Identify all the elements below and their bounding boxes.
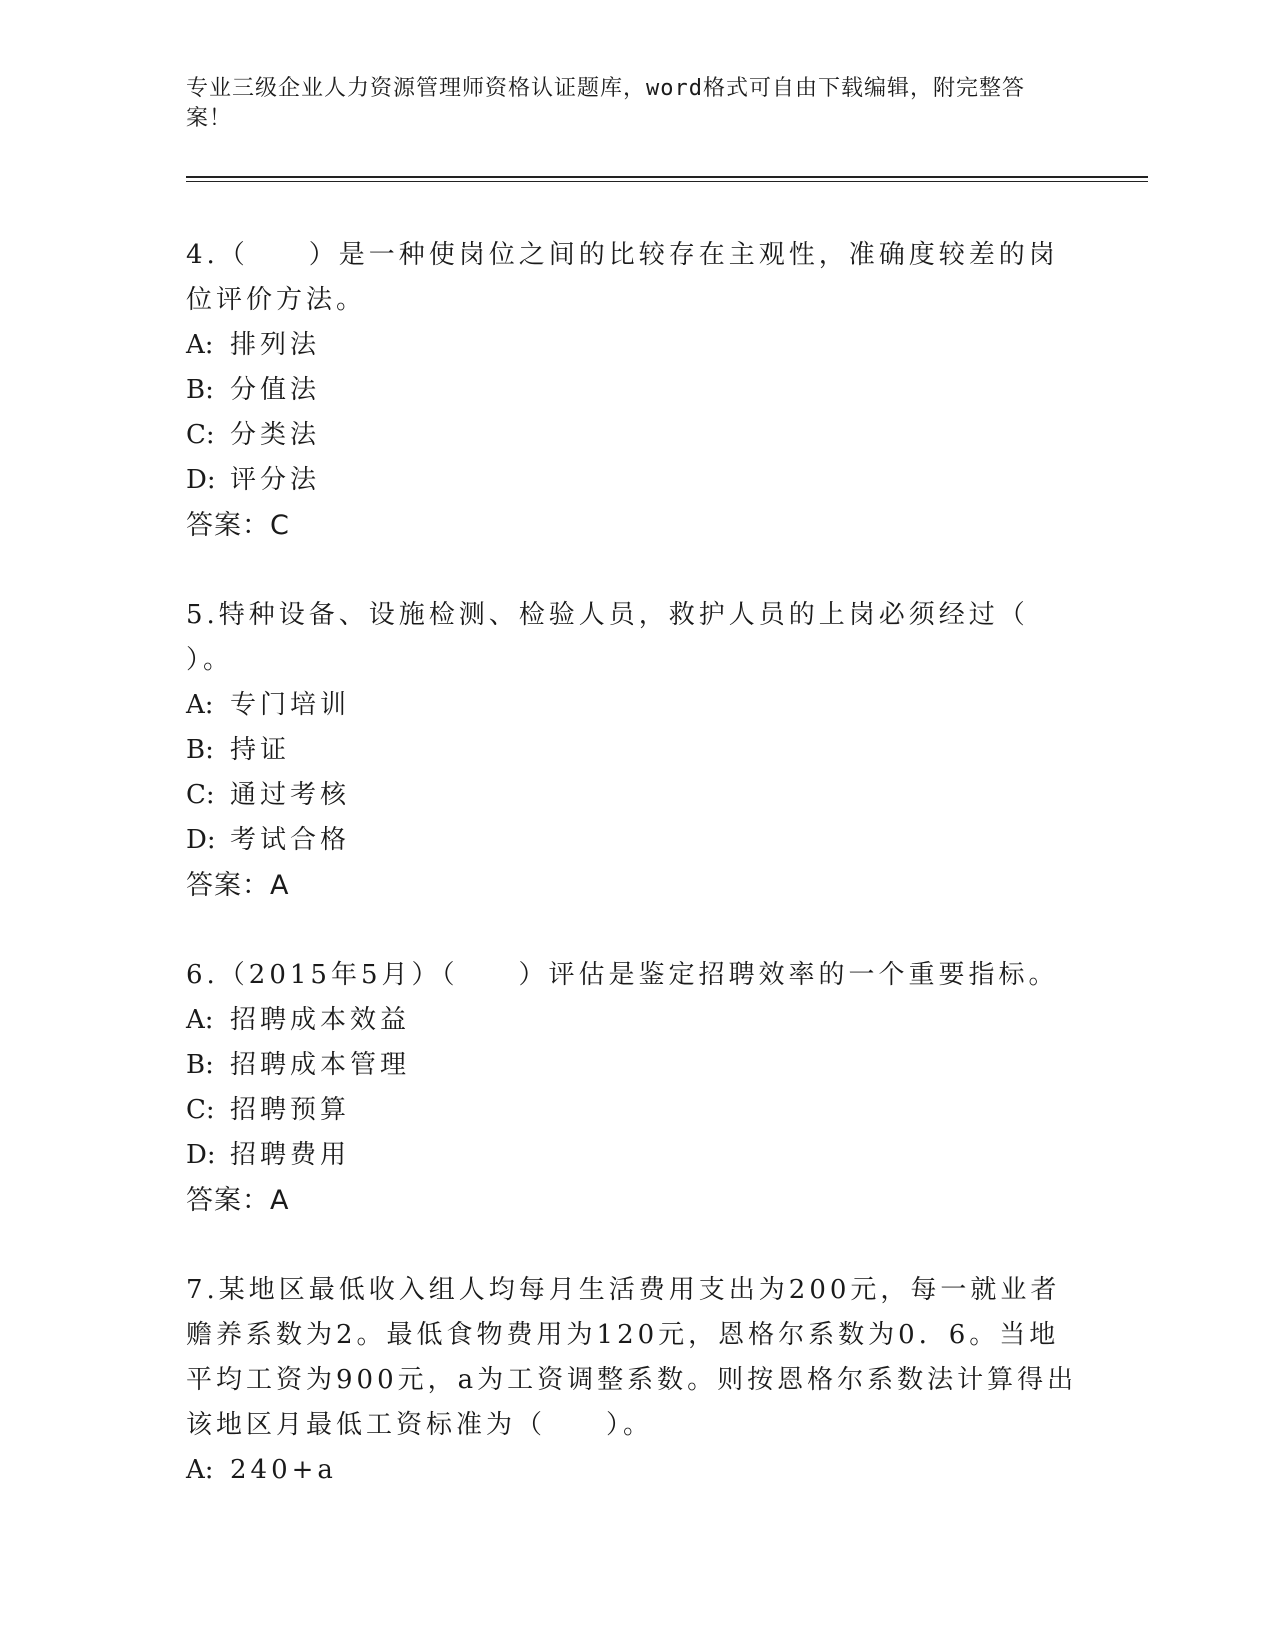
option-key: C: bbox=[186, 420, 215, 450]
option-text: 专门培训 bbox=[230, 690, 351, 720]
option-text: 招聘费用 bbox=[230, 1140, 351, 1170]
header-divider-bottom bbox=[186, 181, 1148, 182]
option-a bbox=[186, 323, 1086, 368]
option-c bbox=[186, 1088, 1086, 1133]
option-key: B: bbox=[186, 1050, 214, 1080]
option-key: D: bbox=[186, 1140, 216, 1170]
option-b bbox=[186, 728, 1086, 773]
option-text: 招聘成本效益 bbox=[230, 1005, 411, 1035]
option-text: 评分法 bbox=[230, 465, 321, 495]
answer-line: 答案：A bbox=[186, 1185, 290, 1216]
option-key: A: bbox=[186, 1005, 214, 1035]
option-key: A: bbox=[186, 330, 214, 360]
option-d bbox=[186, 1133, 1086, 1178]
option-key: D: bbox=[186, 825, 216, 855]
question-6 bbox=[186, 953, 1086, 1224]
question-4 bbox=[186, 233, 1086, 549]
option-a bbox=[186, 683, 1086, 728]
option-text: 通过考核 bbox=[230, 780, 351, 810]
option-text: 招聘预算 bbox=[230, 1095, 351, 1125]
question-7 bbox=[186, 1268, 1086, 1493]
option-d bbox=[186, 818, 1086, 863]
option-text: 240+a bbox=[230, 1455, 337, 1485]
question-5 bbox=[186, 593, 1086, 909]
option-b bbox=[186, 1043, 1086, 1088]
option-text: 分类法 bbox=[230, 420, 321, 450]
option-key: B: bbox=[186, 375, 214, 405]
option-c bbox=[186, 773, 1086, 818]
option-text: 招聘成本管理 bbox=[230, 1050, 411, 1080]
option-a bbox=[186, 998, 1086, 1043]
option-key: B: bbox=[186, 735, 214, 765]
option-key: A: bbox=[186, 1455, 214, 1485]
option-text: 持证 bbox=[230, 735, 291, 765]
option-key: C: bbox=[186, 780, 215, 810]
question-stem: 7.某地区最低收入组人均每月生活费用支出为200元，每一就业者赡养系数为2。最低食物费用为120元，恩格尔系数为0．6。当地平均工资为900元，a为工资调整系数。则按恩格尔系数法计算得出该地区月最低工资标准为（ ）。 bbox=[186, 1275, 1078, 1440]
document-header: 专业三级企业人力资源管理师资格认证题库，word格式可自由下载编辑，附完整答案！ bbox=[186, 76, 1025, 131]
option-text: 考试合格 bbox=[230, 825, 351, 855]
header-divider-top bbox=[186, 176, 1148, 178]
option-key: A: bbox=[186, 690, 214, 720]
option-key: C: bbox=[186, 1095, 215, 1125]
question-stem: 4.（ ）是一种使岗位之间的比较存在主观性，准确度较差的岗位评价方法。 bbox=[186, 240, 1059, 315]
option-key: D: bbox=[186, 465, 216, 495]
question-list bbox=[186, 233, 1086, 1537]
option-text: 排列法 bbox=[230, 330, 321, 360]
question-stem: 5.特种设备、设施检测、检验人员，救护人员的上岗必须经过（ ）。 bbox=[186, 600, 1029, 675]
answer-line: 答案：C bbox=[186, 510, 290, 541]
question-stem: 6.（2015年5月）（ ）评估是鉴定招聘效率的一个重要指标。 bbox=[186, 960, 1059, 990]
option-b bbox=[186, 368, 1086, 413]
answer-line: 答案：A bbox=[186, 870, 290, 901]
option-text: 分值法 bbox=[230, 375, 321, 405]
option-a bbox=[186, 1448, 1086, 1493]
option-d bbox=[186, 458, 1086, 503]
option-c bbox=[186, 413, 1086, 458]
